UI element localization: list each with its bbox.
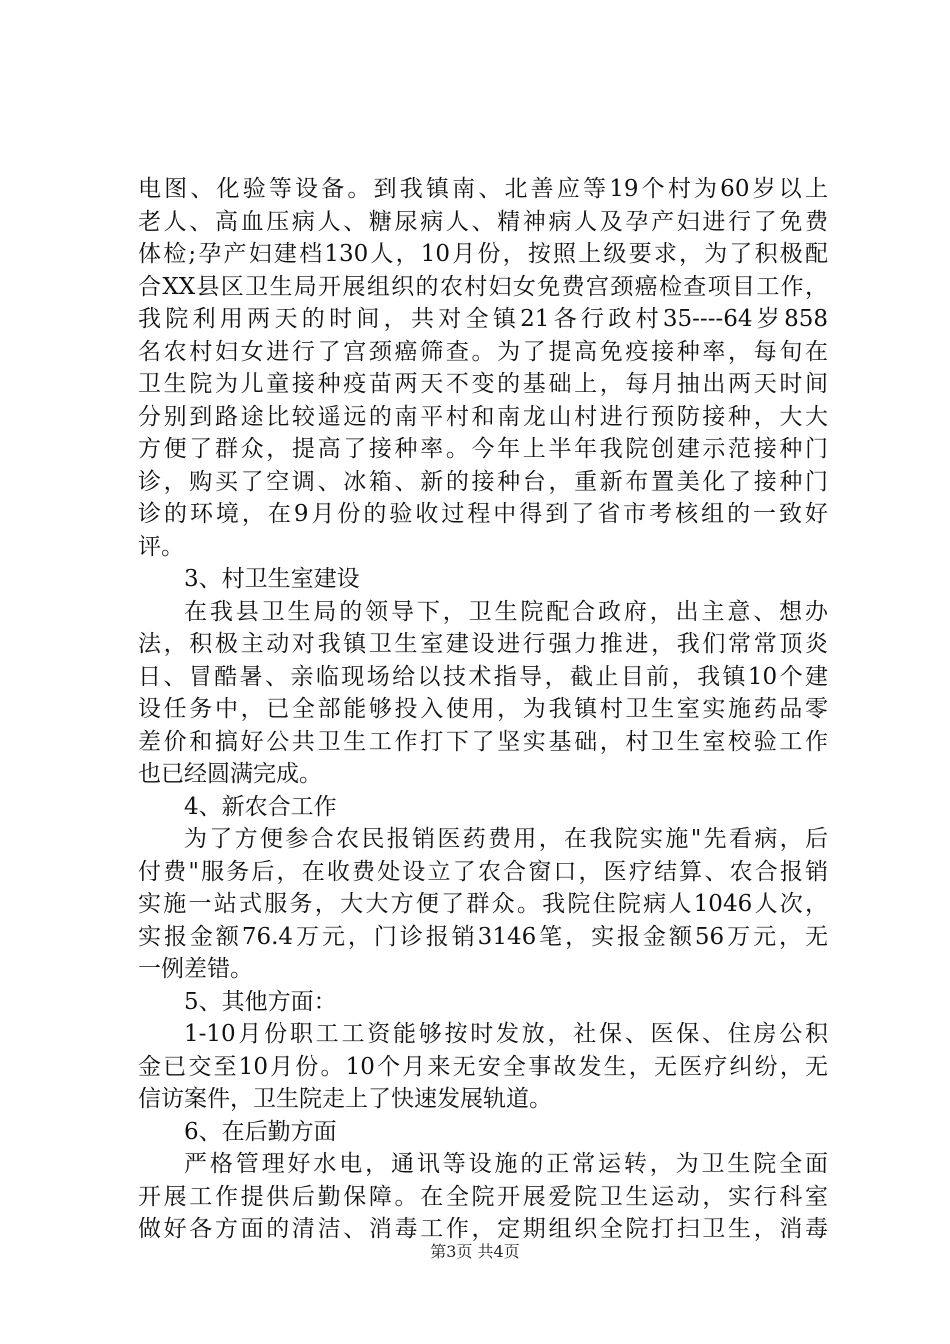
text-line: 法，积极主动对我镇卫生室建设进行强力推进，我们常常顶炎	[138, 631, 828, 657]
text-line: 我院利用两天的时间，共对全镇21各行政村35----64岁858	[138, 306, 828, 332]
text-line: 在我县卫生局的领导下，卫生院配合政府，出主意、想办	[184, 598, 828, 625]
text-line: 卫生院为儿童接种疫苗两天不变的基础上，每月抽出两天时间	[138, 371, 828, 397]
text-line: 方便了群众，提高了接种率。今年上半年我院创建示范接种门	[138, 436, 828, 462]
text-line: 开展工作提供后勤保障。在全院开展爱院卫生运动，实行科室	[138, 1183, 828, 1210]
text-line: 为了方便参合农民报销医药费用，在我院实施"先看病，后	[184, 826, 828, 852]
text-line: 1-10月份职工工资能够按时发放，社保、医保、住房公积	[184, 1021, 828, 1047]
text-line: 付费"服务后，在收费处设立了农合窗口，医疗结算、农合报销	[138, 858, 828, 885]
text-line: 老人、高血压病人、糖尿病人、精神病人及孕产妇进行了免费	[138, 208, 828, 235]
text-line: 5、其他方面：	[184, 988, 337, 1015]
text-line: 6、在后勤方面	[184, 1118, 337, 1145]
text-line: 评。	[138, 533, 184, 560]
text-line: 实施一站式服务，大大方便了群众。我院住院病人1046人次，	[138, 891, 828, 917]
text-line: 金已交至10月份。10个月来无安全事故发生，无医疗纠纷，无	[138, 1053, 828, 1080]
text-line: 电图、化验等设备。到我镇南、北善应等19个村为60岁以上	[138, 176, 828, 202]
text-line: 分别到路途比较遥远的南平村和南龙山村进行预防接种，大大	[138, 403, 828, 430]
text-line: 合XX县区卫生局开展组织的农村妇女免费宫颈癌检查项目工作，	[138, 273, 828, 300]
text-line: 信访案件，卫生院走上了快速发展轨道。	[138, 1086, 552, 1112]
text-line: 实报金额76.4万元，门诊报销3146笔，实报金额56万元，无	[138, 923, 828, 950]
text-line: 一例差错。	[138, 956, 253, 982]
text-line: 诊的环境，在9月份的验收过程中得到了省市考核组的一致好	[138, 501, 828, 527]
page-footer: 第3页 共4页	[430, 1242, 520, 1261]
text-line: 设任务中，已全部能够投入使用，为我镇村卫生室实施药品零	[138, 696, 828, 722]
text-line: 做好各方面的清洁、消毒工作，定期组织全院打扫卫生，消毒	[138, 1216, 828, 1242]
text-line: 日、冒酷暑、亲临现场给以技术指导，截止目前，我镇10个建	[138, 663, 828, 690]
text-line: 诊，购买了空调、冰箱、新的接种台，重新布置美化了接种门	[138, 468, 828, 495]
document-body	[138, 173, 828, 1246]
text-line: 体检;孕产妇建档130人，10月份，按照上级要求，为了积极配	[138, 241, 828, 267]
text-line: 4、新农合工作	[184, 793, 337, 820]
text-line: 名农村妇女进行了宫颈癌筛查。为了提高免疫接种率，每旬在	[138, 338, 828, 365]
text-line: 3、村卫生室建设	[184, 566, 360, 592]
text-line: 严格管理好水电，通讯等设施的正常运转，为卫生院全面	[184, 1151, 828, 1177]
text-line: 也已经圆满完成。	[138, 761, 322, 787]
text-line: 差价和搞好公共卫生工作打下了坚实基础，村卫生室校验工作	[138, 728, 828, 755]
